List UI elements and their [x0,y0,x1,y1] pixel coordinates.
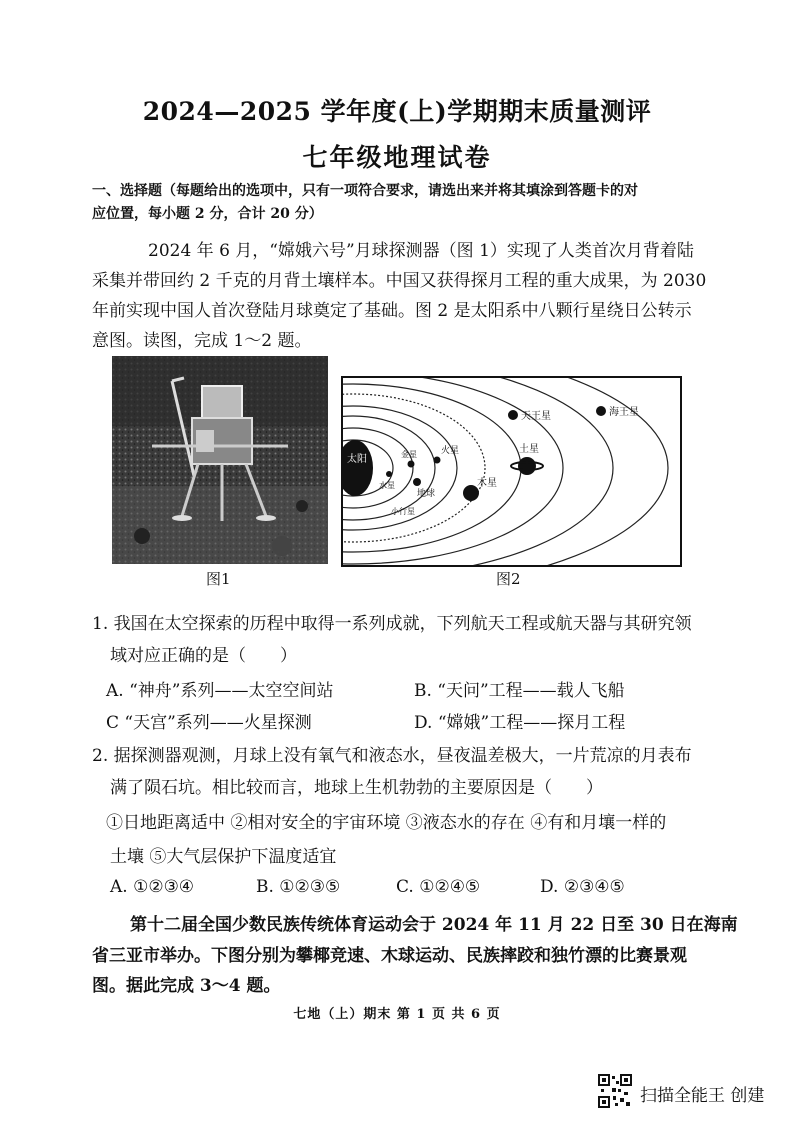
mercury-label: 水星 [379,481,395,490]
lunar-lander-photo [112,356,328,564]
neptune-icon [596,406,606,416]
question-2-option-a[interactable]: A. ①②③④ [110,877,195,897]
figure-1-caption: 图1 [206,570,231,588]
question-1-stem-cont: 域对应正确的是（ ） [110,646,297,666]
page-subtitle: 七年级地理试卷 [302,143,492,172]
neptune-label: 海王星 [609,407,639,418]
section-heading-cont: 应位置，每小题 2 分，合计 20 分） [92,206,323,222]
intro-paragraph-line: 采集并带回约 2 千克的月背土壤样本。中国又获得探月工程的重大成果，为 2030 [92,271,707,291]
mars-label: 火星 [441,446,460,456]
page-title: 2024—2025 学年度(上)学期期末质量测评 [142,97,652,126]
mars-icon [434,457,441,464]
venus-icon [408,461,415,468]
question-2-items: ①日地距离适中 ②相对安全的宇宙环境 ③液态水的存在 ④有和月壤一样的 [106,813,667,833]
qr-code-icon [598,1074,632,1108]
saturn-icon [511,457,543,475]
sun-icon [343,440,373,496]
intro-2-line: 省三亚市举办。下图分别为攀椰竞速、木球运动、民族摔跤和独竹漂的比赛景观 [92,946,687,966]
page-footer: 七地（上）期末 第 1 页 共 6 页 [293,1007,501,1022]
venus-label: 金星 [401,450,417,459]
question-2-option-b[interactable]: B. ①②③⑤ [256,877,341,897]
uranus-label: 天王星 [521,411,551,422]
question-2-option-c[interactable]: C. ①②④⑤ [396,877,481,897]
question-2-stem: 2. 据探测器观测，月球上没有氧气和液态水，昼夜温差极大，一片荒凉的月表布 [92,746,692,766]
solar-system-diagram [341,376,682,567]
section-heading: 一、选择题（每题给出的选项中，只有一项符合要求，请选出来并将其填涂到答题卡的对 [92,183,638,199]
question-1-option-c[interactable]: C “天宫”系列——火星探测 [106,713,312,733]
question-2-items-cont: 土壤 ⑤大气层保护下温度适宜 [110,847,337,867]
saturn-label: 土星 [519,444,539,455]
asteroid-label: 小行星 [391,507,415,516]
question-2-option-d[interactable]: D. ②③④⑤ [540,877,625,897]
scanner-watermark: 扫描全能王 创建 [640,1086,765,1106]
question-1-option-a[interactable]: A. “神舟”系列——太空空间站 [106,681,334,701]
question-1-option-b[interactable]: B. “天问”工程——载人飞船 [414,681,625,701]
question-1-stem: 1. 我国在太空探索的历程中取得一系列成就，下列航天工程或航天器与其研究领 [92,614,692,634]
mercury-icon [386,471,392,477]
intro-2-line: 第十二届全国少数民族传统体育运动会于 2024 年 11 月 22 日至 30 日在海南 [130,915,738,935]
question-2-stem-cont: 满了陨石坑。相比较而言，地球上生机勃勃的主要原因是（ ） [110,778,603,798]
uranus-icon [508,410,518,420]
intro-paragraph-line: 年前实现中国人首次登陆月球奠定了基础。图 2 是太阳系中八颗行星绕日公转示 [92,301,692,321]
sun-label: 太阳 [347,454,367,465]
intro-paragraph-line: 意图。读图，完成 1～2 题。 [92,331,312,351]
earth-label: 地球 [417,489,436,499]
earth-icon [413,478,421,486]
figure-2-caption: 图2 [496,570,521,588]
intro-2-line: 图。据此完成 3～4 题。 [92,976,281,996]
jupiter-label: 木星 [477,478,497,489]
question-1-option-d[interactable]: D. “嫦娥”工程——探月工程 [414,713,626,733]
intro-paragraph-line: 2024 年 6 月，“嫦娥六号”月球探测器（图 1）实现了人类首次月背着陆 [148,241,694,261]
